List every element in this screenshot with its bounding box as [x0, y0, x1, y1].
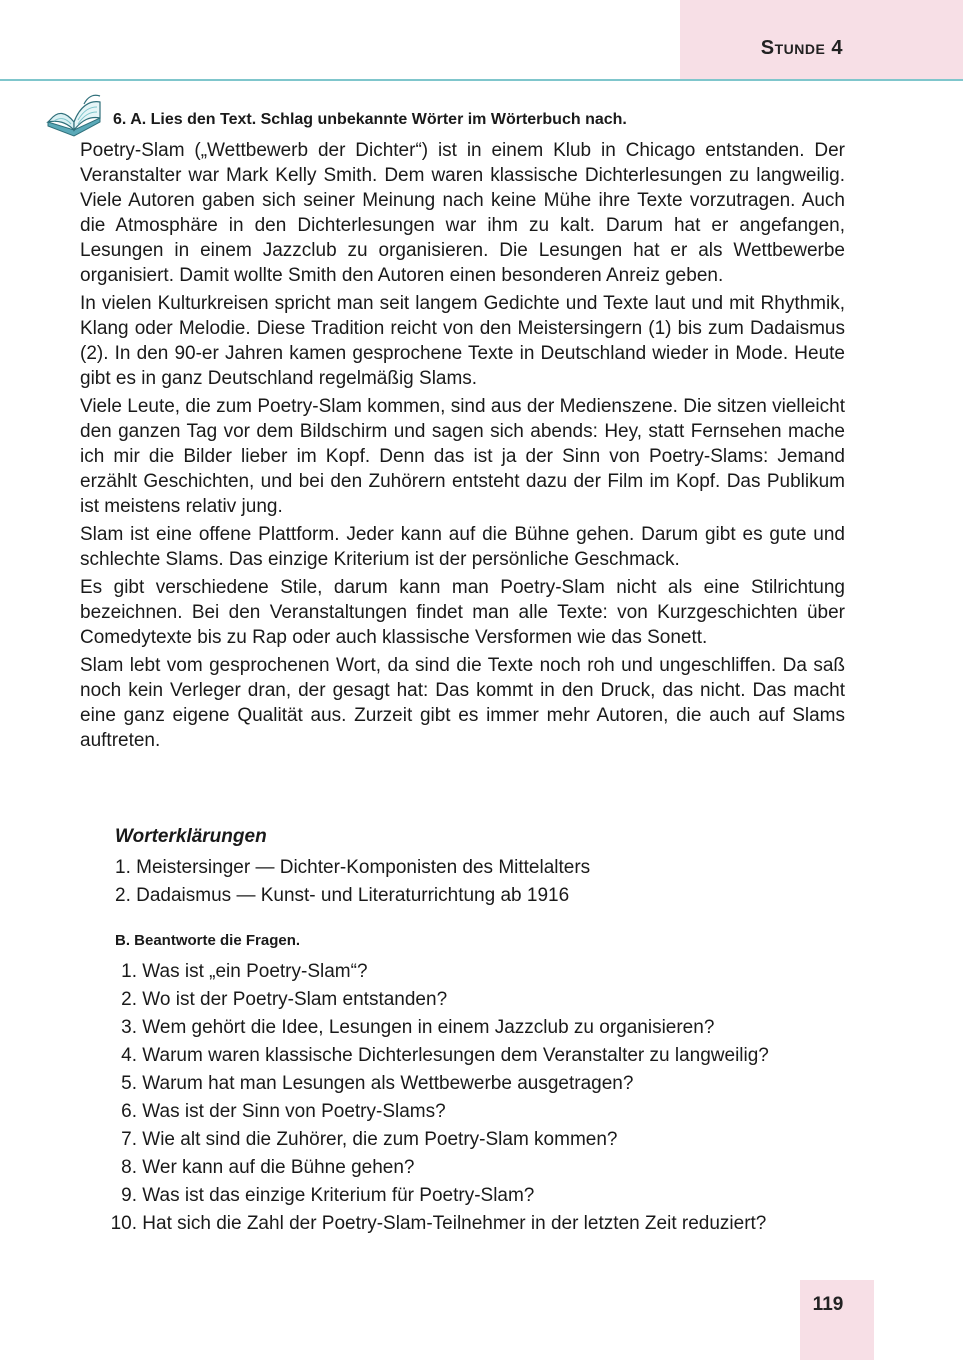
question-number: 1. — [121, 961, 137, 982]
question-number: 2. — [121, 989, 137, 1010]
question-text: Was ist „ein Poetry-Slam“? — [142, 961, 368, 982]
question-text: Was ist der Sinn von Poetry-Slams? — [142, 1101, 446, 1122]
reading-text — [80, 138, 845, 756]
question-item — [100, 1042, 860, 1070]
question-item — [100, 958, 860, 986]
task-a-heading: 6. A. Lies den Text. Schlag unbekannte Wörter im Wörterbuch nach. — [113, 111, 627, 128]
question-number: 8. — [121, 1157, 137, 1178]
question-number: 5. — [121, 1073, 137, 1094]
question-item — [100, 1014, 860, 1042]
task-b-heading: B. Beantworte die Fragen. — [115, 932, 301, 949]
page-number: 119 — [812, 1294, 844, 1315]
book-icon — [44, 92, 106, 142]
question-number: 10. — [110, 1213, 137, 1234]
question-number: 4. — [121, 1045, 137, 1066]
question-text: Hat sich die Zahl der Poetry-Slam-Teilnehmer in der letzten Zeit reduziert? — [142, 1213, 767, 1234]
question-number: 6. — [121, 1101, 137, 1122]
question-item — [100, 1126, 860, 1154]
text-paragraph: Viele Leute, die zum Poetry-Slam kommen, sind aus der Medienszene. Die sitzen vielleicht den ganzen Tag vor dem Bildschirm und sagen sich abends: Hey, statt Fernsehen mache ich mir die Bilder lieber im Kopf. Denn das ist ja der Sinn von Poetry-Slams: Jemand erzählt Geschichten, und bei den Zuhörern entsteht dazu der Film im Kopf. Das Publikum ist meistens relativ jung. — [80, 396, 845, 517]
glossary-item: 1. Meistersinger — Dichter-Komponisten des Mittelalters — [115, 857, 591, 878]
question-text: Was ist das einzige Kriterium für Poetry-Slam? — [142, 1185, 535, 1206]
question-item — [100, 1182, 860, 1210]
question-text: Wem gehört die Idee, Lesungen in einem Jazzclub zu organisieren? — [142, 1017, 715, 1038]
footer-box — [800, 1280, 874, 1360]
glossary-item: 2. Dadaismus — Kunst- und Literaturrichtung ab 1916 — [115, 885, 570, 906]
glossary-title: Worterklärungen — [115, 826, 267, 847]
question-list — [100, 958, 860, 1238]
question-text: Wo ist der Poetry-Slam entstanden? — [142, 989, 448, 1010]
question-item — [100, 1070, 860, 1098]
text-paragraph: Slam ist eine offene Plattform. Jeder kann auf die Bühne gehen. Darum gibt es gute und schlechte Slams. Das einzige Kriterium ist der persönliche Geschmack. — [80, 524, 845, 570]
question-text: Warum hat man Lesungen als Wettbewerbe ausgetragen? — [142, 1073, 634, 1094]
text-paragraph: Es gibt verschiedene Stile, darum kann man Poetry-Slam nicht als eine Stilrichtung bezeichnen. Bei den Veranstaltungen findet man alle Texte: von Kurzgeschichten über Comedytexte bis zu Rap oder auch klassische Versformen wie das Sonett. — [80, 577, 845, 648]
question-number: 7. — [121, 1129, 137, 1150]
text-paragraph: Slam lebt vom gesprochenen Wort, da sind die Texte noch roh und ungeschliffen. Da saß noch kein Verleger dran, der gesagt hat: Das kommt in den Druck, das nicht. Das macht eine ganz eigene Qualität aus. Zurzeit gibt es immer mehr Autoren, die auch auf Slams auftreten. — [80, 655, 845, 751]
question-item — [100, 986, 860, 1014]
text-paragraph: In vielen Kulturkreisen spricht man seit langem Gedichte und Texte laut und mit Rhythmik, Klang oder Melodie. Diese Tradition reicht von den Meistersingern (1) bis zum Dadaismus (2). In den 90-er Jahren kamen gesprochene Texte in Deutschland wieder in Mode. Heute gibt es in ganz Deutschland regelmäßig Slams. — [80, 293, 845, 389]
question-text: Wer kann auf die Bühne gehen? — [142, 1157, 415, 1178]
question-item — [100, 1098, 860, 1126]
question-text: Wie alt sind die Zuhörer, die zum Poetry-Slam kommen? — [142, 1129, 618, 1150]
header-divider — [0, 79, 963, 81]
question-number: 9. — [121, 1185, 137, 1206]
lesson-title: Stunde 4 — [760, 37, 843, 59]
glossary — [115, 824, 845, 910]
question-text: Warum waren klassische Dichterlesungen dem Veranstalter zu langweilig? — [142, 1045, 769, 1066]
question-item — [100, 1154, 860, 1182]
question-number: 3. — [121, 1017, 137, 1038]
text-paragraph: Poetry-Slam („Wettbewerb der Dichter“) ist in einem Klub in Chicago entstanden. Der Veranstalter war Mark Kelly Smith. Dem waren klassische Dichterlesungen zu langweilig. Viele Autoren gaben sich seiner Meinung nach keine Mühe ihre Texte vorzutragen. Auch die Atmosphäre in den Dichterlesungen war ihm zu kalt. Darum hat er angefangen, Lesungen in einem Jazzclub zu organisieren. Die Lesungen hat er als Wettbewerbe organisiert. Damit wollte Smith den Autoren einen besonderen Anreiz geben. — [80, 140, 845, 286]
question-item — [100, 1210, 860, 1238]
